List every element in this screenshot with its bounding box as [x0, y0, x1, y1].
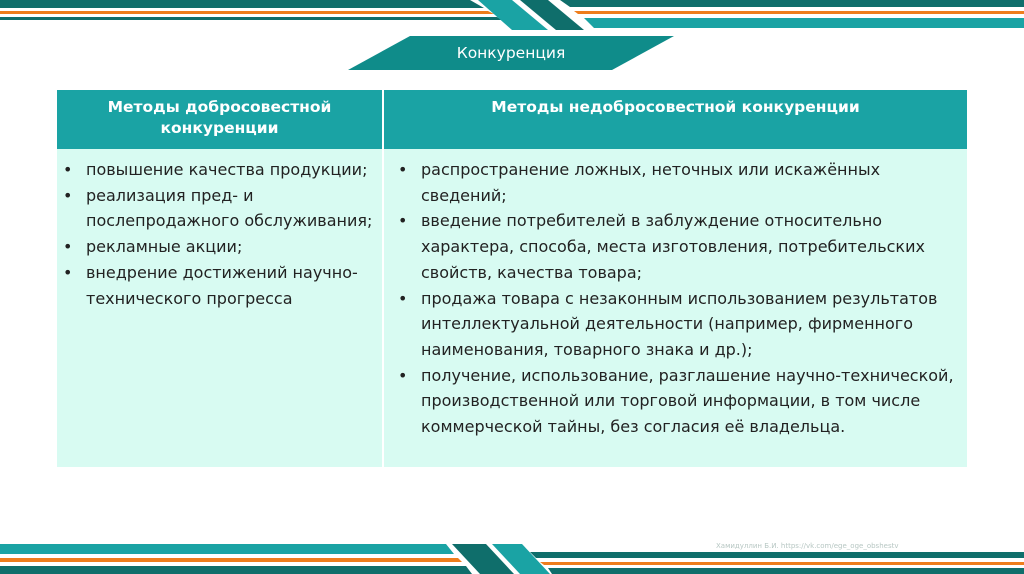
- slide-title: Конкуренция: [456, 44, 566, 62]
- fair-methods-list: [61, 157, 382, 311]
- list-item: • получение, использование, разглашение научно-технической, производственной или торговой информации, в том числе коммерческой тайны, без согласия её владельца.: [396, 363, 967, 440]
- comparison-table: [57, 90, 967, 467]
- list-item: • продажа товара с незаконным использованием результатов интеллектуальной деятельности (например, фирменного наименования, товарного знака и др.);: [396, 286, 967, 363]
- list-item: • внедрение достижений научно-технического прогресса: [61, 260, 382, 311]
- author-credit: Хамидуллин Б.И. https://vk.com/ege_oge_obshestv: [716, 542, 899, 550]
- unfair-methods-cell: [384, 149, 967, 467]
- unfair-methods-list: [396, 157, 967, 440]
- header-fair-methods: Методы добросовестной конкуренции: [57, 90, 384, 149]
- fair-methods-cell: [57, 149, 384, 467]
- top-stripes-decoration: [0, 0, 1024, 34]
- list-item: • реализация пред- и послепродажного обслуживания;: [61, 183, 382, 234]
- list-item: • введение потребителей в заблуждение относительно характера, способа, места изготовления, потребительских свойств, качества товара;: [396, 208, 967, 285]
- list-item: • повышение качества продукции;: [61, 157, 382, 183]
- title-banner: [348, 36, 674, 70]
- header-unfair-methods: Методы недобросовестной конкуренции: [384, 90, 967, 149]
- list-item: • распространение ложных, неточных или искажённых сведений;: [396, 157, 967, 208]
- list-item: • рекламные акции;: [61, 234, 382, 260]
